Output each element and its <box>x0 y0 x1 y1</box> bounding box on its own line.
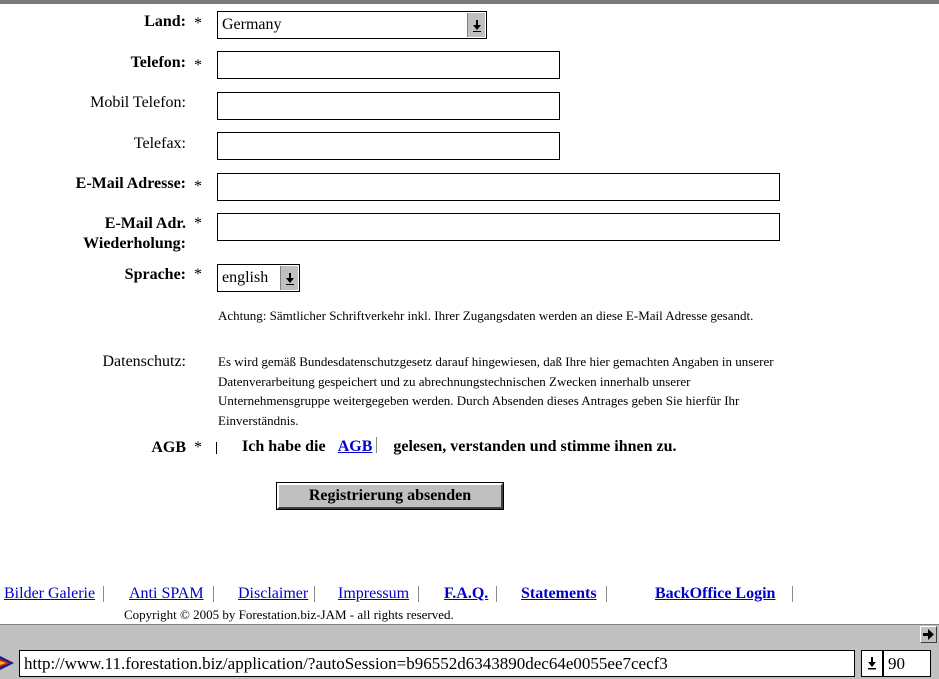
arrow-right-icon <box>921 627 936 642</box>
footer-link-disclaimer[interactable]: Disclaimer <box>238 585 309 602</box>
footer-link-bilder-galerie[interactable]: Bilder Galerie <box>4 585 96 602</box>
footer-link-impressum[interactable]: Impressum <box>338 585 410 602</box>
footer-link-backoffice-login[interactable]: BackOffice Login <box>655 585 776 602</box>
agb-text-before: Ich habe die <box>242 438 326 455</box>
copyright-text: Copyright © 2005 by Forestation.biz-JAM - all rights reserved. <box>124 607 454 622</box>
country-select[interactable] <box>217 11 487 39</box>
browser-location-bar <box>0 644 939 679</box>
telefon-input[interactable] <box>217 51 560 79</box>
zoom-level-field[interactable]: 90 <box>883 650 931 677</box>
footer-divider <box>792 586 793 602</box>
required-mark: * <box>194 266 202 283</box>
telefax-input[interactable] <box>217 132 560 160</box>
country-select-value: Germany <box>222 16 282 33</box>
email-note: Achtung: Sämtlicher Schriftverkehr inkl. Ihrer Zugangsdaten werden an diese E-Mail Adresse gesandt. <box>218 308 754 323</box>
footer-link-faq[interactable]: F.A.Q. <box>444 585 489 602</box>
url-input[interactable]: http://www.11.forestation.biz/application/?autoSession=b96552d6343890dec64e0055ee7cecf3 <box>19 650 855 677</box>
datenschutz-text: Es wird gemäß Bundesdatenschutzgesetz darauf hingewiesen, daß Ihre hier gemachten Angaben in unserer Datenverarbeitung gespeichert und zu abrechnungstechnischen Zwecken innerhalb unserer Unternehmensgruppe weitergegeben werden. Durch Absenden dieses Antrages geben Sie hierfür Ihr Einverständnis. <box>218 354 774 428</box>
language-select[interactable] <box>217 264 300 292</box>
required-mark: * <box>194 215 202 232</box>
footer-divider <box>496 586 497 602</box>
dropdown-arrow-icon <box>867 657 877 670</box>
label-land: Land: <box>144 13 186 30</box>
footer-link-statements[interactable]: Statements <box>521 585 597 602</box>
email-input[interactable] <box>217 173 780 201</box>
language-select-value: english <box>222 269 269 286</box>
country-select-button[interactable] <box>467 13 485 37</box>
dropdown-arrow-icon <box>285 273 295 285</box>
agb-text-after: gelesen, verstanden und stimme ihnen zu. <box>393 438 677 455</box>
label-telefax: Telefax: <box>133 135 186 152</box>
required-mark: * <box>194 178 202 195</box>
label-mobil: Mobil Telefon: <box>90 94 186 111</box>
label-email-repeat-2: Wiederholung: <box>83 235 186 252</box>
horizontal-scrollbar[interactable] <box>0 624 939 644</box>
footer-divider <box>314 586 315 602</box>
label-datenschutz: Datenschutz: <box>102 353 186 370</box>
footer-divider <box>418 586 419 602</box>
label-email: E-Mail Adresse: <box>75 175 186 192</box>
browser-logo-icon <box>0 654 14 672</box>
footer-divider <box>606 586 607 602</box>
email-repeat-input[interactable] <box>217 213 780 241</box>
dropdown-arrow-icon <box>472 20 482 32</box>
footer-divider <box>213 586 214 602</box>
required-mark: * <box>194 439 202 456</box>
mobil-input[interactable] <box>217 92 560 120</box>
required-mark: * <box>194 57 202 74</box>
top-border <box>0 0 939 4</box>
label-email-repeat-1: E-Mail Adr. <box>104 215 186 232</box>
url-dropdown-button[interactable] <box>861 650 883 677</box>
label-telefon: Telefon: <box>130 54 186 71</box>
label-agb: AGB <box>151 439 186 456</box>
footer-link-anti-spam[interactable]: Anti SPAM <box>129 585 204 602</box>
agb-statement <box>242 437 677 457</box>
required-mark: * <box>194 15 202 32</box>
label-sprache: Sprache: <box>124 266 186 283</box>
agb-checkbox[interactable] <box>216 442 217 454</box>
submit-registration-button[interactable]: Registrierung absenden <box>277 483 503 509</box>
footer-divider <box>103 586 104 602</box>
scroll-right-button[interactable] <box>920 626 937 643</box>
language-select-button[interactable] <box>280 266 298 290</box>
agb-link[interactable]: AGB <box>337 438 373 455</box>
